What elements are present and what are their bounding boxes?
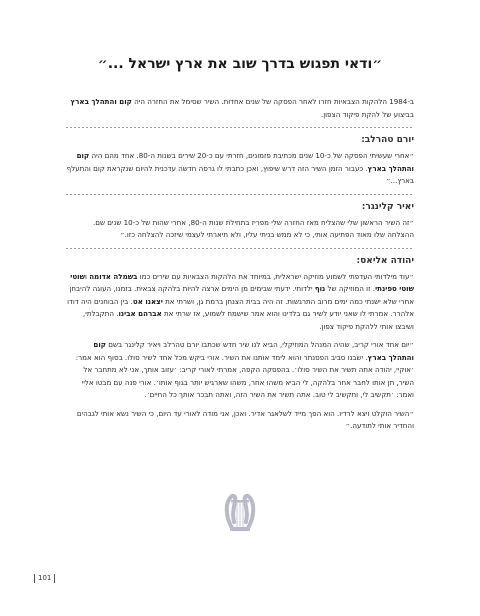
text-run: . ישבנו סביב הפסנתר והוא לימד אותנו את השיר. אורי ביקש מכל אחד לשיר סולו. בסוף הוא אמר: ׳אוקיי, יהודה אתה תשיר את השיר סולו׳. בהפסקה הקפה, אמרתי לאורי קריב: ׳עזוב אותך, אני לא מתחבר אל השיר, תן אותו לחבר אחר בלהקה, לי הביא משהו אחר, משהו שארגיש יותר בגוף אותו׳. אורי פנה עם מבטו אליי ואמר: ׳תקשיב לי, ותקשיב לי טוב. אתה תשיר את השיר הזה, ואתה תבכר אותך כל החיים׳. <box>75 352 414 399</box>
page-number: 101 <box>34 574 55 583</box>
bold-song-title: אברהם אבינו <box>118 309 162 318</box>
intro-paragraph <box>66 96 414 121</box>
article-body <box>66 96 414 439</box>
quote-paragraph <box>66 408 414 433</box>
text-run: ״יום אחד אורי קריב, שהיה המנהל המוזיקלי, הביא לנו שיר חדש שכתבו יורם טהרלב ויאיר קלינגר בשם <box>106 340 414 349</box>
text-run: ילדותי. ידעתי שבימים מן הימים ארצה להיות בלהקה צבאית. בזמנו, העוגה להיבחן אחרי שלא ישנתי כמה ימים מרוב התרגשות. זה היה בבית הצנחן ברמת גן, ושרתי את <box>69 284 414 306</box>
speaker-name: יאיר קלינגר: <box>361 201 414 212</box>
dotted-divider <box>66 194 414 195</box>
text-run: ״השיר הוקלט ויצא לרדיו. הוא הפך מייד לשלאגר אדיר. ואכן, אני מודה לאורי עד היום, כי השיר נשא אותי לגבהים והחדיר אותי לתודעה.״ <box>76 408 414 430</box>
speaker-name: יהודה אליאס: <box>356 255 414 266</box>
text-run: ״אחרי שעשיתי הפסקה של כ-10 שנים מכתיבת פזמונים, חזרתי עם כ-20 שירים בשנות ה-80. אחד מהם היה <box>89 151 414 160</box>
text-run: בביצוע של להקת פיקוד הצפון. <box>320 109 414 119</box>
dotted-divider <box>66 248 414 249</box>
bold-song-title: קום והתהלך בארץ <box>93 340 414 362</box>
text-run: . בין הבוחנים היה דודו אלהרר. אמרתי לו שאני יודע לשיר גם בלדינו והוא אמר שישמח לשמוע, אז שרתי את <box>67 296 414 318</box>
bold-song-title: שוטי שוטי ספינתי <box>70 271 414 293</box>
quote-paragraph <box>66 339 414 402</box>
page-title: ״ודאי תפגוש בדרך שוב את ארץ ישראל ...״ <box>97 56 383 72</box>
bold-song-title: נוף <box>314 284 326 293</box>
text-run: ״זה השיר הראשון שלי שהצליח מאז החזרה שלי מפריז בתחילת שנות ה-80, אחרי שהות של כ-10 שנים שם. ההצלחה שלו מאוד הפתיעה אותי, כי לא ממש בניתי עליו, ולא תיארתי לעצמי שיזכה להצלחה כזו.״ <box>92 217 414 239</box>
quote-paragraph <box>66 271 414 334</box>
text-run: . התקבלתי, ושיבצו אותי ללהקת פיקוד צפון. <box>83 309 414 331</box>
text-run: ב-1984 הלהקות הצבאיות חזרו לאחר הפסקה של שנים אחדות. השיר שסימל את החזרה היה <box>131 97 414 106</box>
text-run: ו <box>84 271 90 281</box>
quote-paragraph <box>66 217 414 242</box>
bold-song-title: קום והתהלך בארץ <box>76 151 414 173</box>
quote-paragraph <box>66 150 414 188</box>
bold-song-title: קום והתהלך בארץ <box>70 97 132 106</box>
text-run: . כעבור הזמן השיר הזה דרש שיפוץ, ואכן כתבתי לו גרסה חדשה עדכנית להיום שנקראת קום והתעלף בארץ...״ <box>66 163 414 185</box>
lyre-icon <box>223 488 257 534</box>
bold-song-title: בשמלה אדומה <box>89 271 138 281</box>
speaker-name: יורם טהרלב: <box>361 135 414 145</box>
text-run: ״עוד מילדותי העדפתי לשמוע מוזיקה ישראלית, במיוחד את הלהקות הצבאיות עם שירים כמו <box>137 271 414 281</box>
text-run: . זו המוזיקה של <box>325 284 376 293</box>
bold-song-title: יצאנו אט <box>132 296 163 306</box>
dotted-divider <box>66 127 414 128</box>
